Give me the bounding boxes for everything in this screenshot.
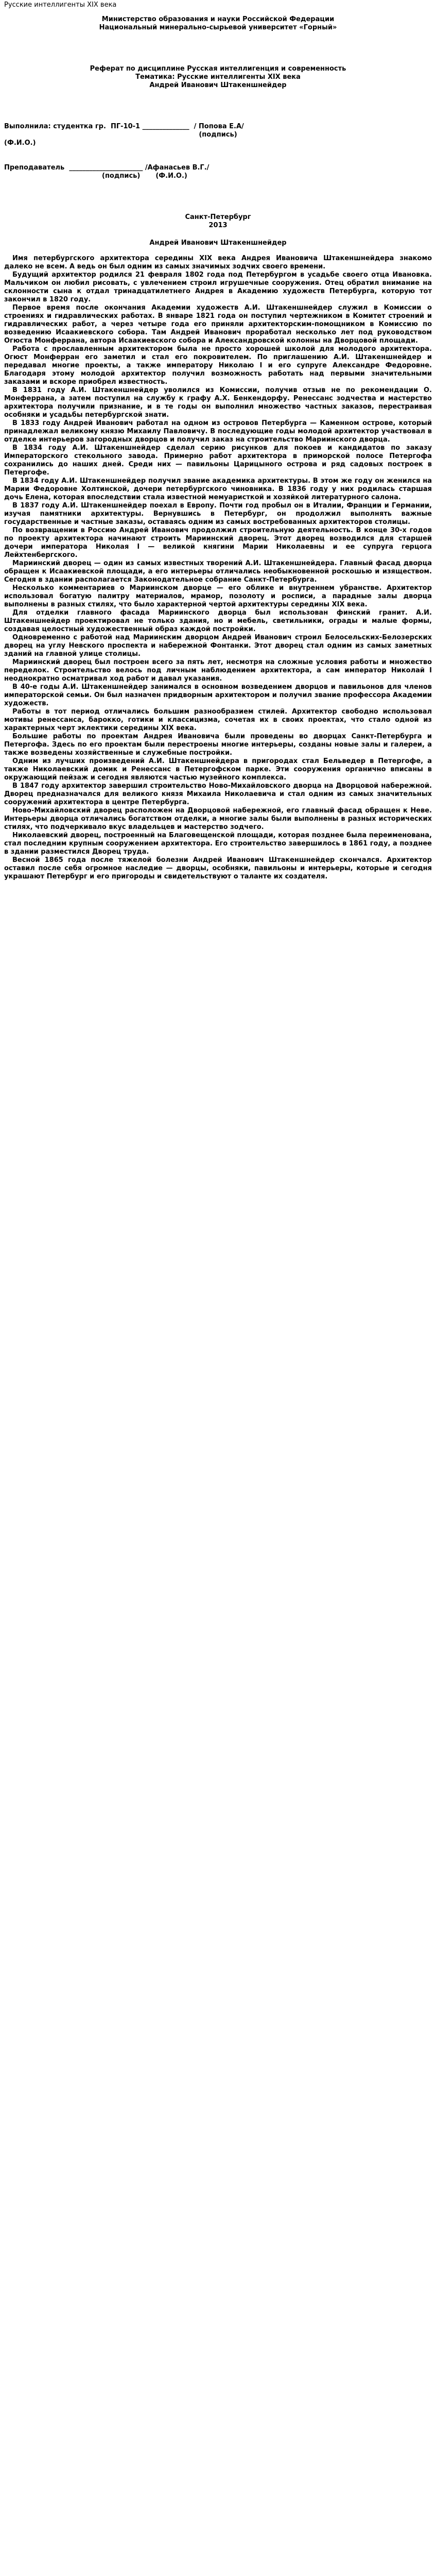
year: 2013 (208, 222, 228, 229)
body-paragraph: Мариинский дворец был построен всего за пять лет, несмотря на сложные условия работы и множество переделок. Строительство велось под личным наблюдением архитектора, а сам император Николай I неоднократно осматривал ход работ и давал указания. (4, 658, 432, 683)
teacher-sign-caption: (подпись) (102, 172, 141, 180)
essay-topic: Тематика: Русские интеллигенты XIX века (135, 73, 301, 81)
body-paragraph: Одновременно с работой над Мариинским дворцом Андрей Иванович строил Белосельских-Белозерских дворец на углу Невского проспекта и набережной Фонтанки. Этот дворец стал одним из самых заметных зданий на главной улице столицы. (4, 634, 432, 658)
body-paragraph: В 40-е годы А.И. Штакеншнейдер занимался в основном возведением дворцов и павильонов для членов императорской семьи. Он был назначен придворным архитектором и получил звание профессора Академии художеств. (4, 683, 432, 707)
body-paragraph: Николаевский дворец, построенный на Благовещенской площади, которая позднее была переименована, стал последним крупным сооружением архитектора. Его строительство завершилось в 1861 году, а позднее в здании разместился Дворец труда. (4, 832, 432, 856)
student-sign-caption: (подпись) (199, 131, 237, 139)
body-paragraph: Работы в тот период отличались большим разнообразием стилей. Архитектор свободно использовал мотивы ренессанса, барокко, готики и классицизма, сочетая их в своих проектах, что стало одной из характерных черт эклектики середины XIX века. (4, 708, 432, 732)
body-paragraph: Мариинский дворец — один из самых известных творений А.И. Штакеншнейдера. Главный фасад дворца обращен к Исаакиевской площади, а его интерьеры отличались необыкновенной роскошью и изяществом. Сегодня в здании располагается Законодательное собрание Санкт-Петербурга. (4, 560, 432, 584)
teacher-name-caption: (Ф.И.О.) (155, 172, 187, 180)
body-paragraph: Для отделки главного фасада Мариинского дворца был использован финский гранит. А.И. Штакеншнейдер проектировал не только здания, но и мебель, светильники, ограды и малые формы, создавая целостный художественный образ каждой постройки. (4, 609, 432, 633)
ministry-name: Министерство образования и науки Российской Федерации (101, 15, 335, 23)
body-paragraph: Большие работы по проектам Андрея Ивановича были проведены во дворцах Санкт-Петербурга и Петергофа. Здесь по его проектам были перестроены многие интерьеры, созданы новые залы и галереи, а также возведены хозяйственные и служебные постройки. (4, 733, 432, 757)
body-paragraph: В 1834 году А.И. Штакеншнейдер сделал серию рисунков для покоев и кандидатов по заказу Императорского стекольного завода. Примерно работ архитектора в приморской полосе Петергофа сохранились до наших дней. Среди них — павильоны Царицыного острова и ряд садовых построек в Петергофе. (4, 444, 432, 477)
body-paragraph: Ново-Михайловский дворец расположен на Дворцовой набережной, его главный фасад обращен к Неве. Интерьеры дворца отличались богатством отделки, а многие залы были выполнены в разных исторических стилях, что подчеркивало вкус владельцев и мастерство зодчего. (4, 807, 432, 831)
body-paragraph: Работа с прославленным архитектором была не просто хорошей школой для молодого архитектора. Огюст Монферран его заметил и стал его покровителем. По приглашению А.И. Штакеншнейдер и передавал многие проекты, а также императору Николаю I и его супруге Александре Федоровне. Благодаря этому молодой архитектор получил возможность работать над первыми значительными заказами и вскоре приобрел известность. (4, 345, 432, 386)
document-page (0, 0, 436, 881)
body-paragraph: По возвращении в Россию Андрей Иванович продолжил строительную деятельность. В конце 30-х годов по проекту архитектора начинают строить Мариинский дворец. Этот дворец возводился для старшей дочери императора Николая I — великой княгини Марии Николаевны и ее супруга герцога Лейхтенбергского. (4, 527, 432, 559)
city: Санкт-Петербург (185, 213, 251, 221)
essay-title: Андрей Иванович Штакеншнейдер (149, 81, 287, 89)
body-paragraph: В 1847 году архитектор завершил строительство Ново-Михайловского дворца на Дворцовой набережной. Дворец предназначался для великого князя Михаила Николаевича и стал одним из самых значительных сооружений архитектора в центре Петербурга. (4, 782, 432, 806)
essay-body (4, 255, 432, 881)
body-paragraph: Имя петербургского архитектора середины XIX века Андрея Ивановича Штакеншнейдера знакомо далеко не всем. А ведь он был одним из самых значимых зодчих своего времени. (4, 255, 432, 270)
body-paragraph: В 1831 году А.И. Штакеншнейдер уволился из Комиссии, получив отзыв не по рекомендации О. Монферрана, а затем поступил на службу к графу А.Х. Бенкендорфу. Ренессанс зодчества и мастерство архитектора получили признание, и в те годы он выполнил множество частных заказов, перестраивая особняки и усадьбы петербургской знати. (4, 386, 432, 419)
body-paragraph: Одним из лучших произведений А.И. Штакеншнейдера в пригородах стал Бельведер в Петергофе, а также Николаевский домик и Ренессанс в Петергофском парке. Эти сооружения органично вписаны в окружающий пейзаж и сегодня являются частью музейного комплекса. (4, 757, 432, 782)
body-heading: Андрей Иванович Штакеншнейдер (149, 239, 287, 247)
body-paragraph: Весной 1865 года после тяжелой болезни Андрей Иванович Штакеншнейдер скончался. Архитектор оставил после себя огромное наследие — дворцы, особняки, павильоны и интерьеры, которые и сегодня украшают Петербург и его пригороды и свидетельствуют о таланте их создателя. (4, 856, 432, 880)
document-header: Русские интеллигенты XIX века (4, 1, 117, 9)
title-block (4, 15, 432, 230)
body-paragraph: Первое время после окончания Академии художеств А.И. Штакеншнейдер служил в Комиссии о строениях и гидравлических работах. В январе 1821 года он поступил чертежником в Комитет строений и гидравлических работ, а через четыре года его приняли архитекторским-помощником в Комиссию по возведению Исаакиевского собора. Там Андрей Иванович проработал несколько лет под руководством Огюста Монферрана, автора Исаакиевского собора и Александровской колонны на Дворцовой площади. (4, 304, 432, 345)
student-line: Выполнила: студентка гр. ПГ-10-1 ______________ / Попова Е.А/ (4, 123, 244, 130)
body-paragraph: В 1833 году Андрей Иванович работал на одном из островов Петербурга — Каменном острове, который принадлежал великому князю Михаилу Павловичу. В последующие годы молодой архитектор участвовал в отделке интерьеров загородных дворцов и получил заказ на строительство Мариинского дворца. (4, 419, 432, 444)
body-paragraph: Несколько комментариев о Мариинском дворце — его облике и внутреннем убранстве. Архитектор использовал богатую палитру материалов, мрамор, позолоту и росписи, а парадные залы дворца выполнены в разных стилях, что было характерной чертой архитектуры середины XIX века. (4, 584, 432, 608)
essay-genre: Реферат по дисциплине Русская интеллигенция и современность (90, 65, 346, 73)
body-paragraph: В 1834 году А.И. Штакеншнейдер получил звание академика архитектуры. В этом же году он женился на Марии Федоровне Холтинской, дочери петербургского чиновника. В 1836 году у них родилась старшая дочь Елена, которая впоследствии стала известной мемуаристкой и хозяйкой литературного салона. (4, 477, 432, 501)
student-name-caption: (Ф.И.О.) (4, 139, 36, 147)
body-paragraph: Будущий архитектор родился 21 февраля 1802 года под Петербургом в усадьбе своего отца Ивановка. Мальчиком он любил рисовать, с увлечением строил игрушечные сооружения. Отец обратил внимание на склонности сына к отдал тринадцатилетнего Андрея в Академию художеств Петербурга, которую тот закончил в 1820 году. (4, 271, 432, 303)
teacher-captions (4, 172, 432, 180)
university-name: Национальный минерально-сырьевой университет «Горный» (99, 24, 337, 31)
body-paragraph: В 1837 году А.И. Штакеншнейдер поехал в Европу. Почти год пробыл он в Италии, Франции и Германии, изучая памятники архитектуры. Вернувшись в Петербург, он продолжил выполнять важные государственные и частные заказы, оставаясь одним из самых востребованных архитекторов столицы. (4, 502, 432, 526)
teacher-line: Преподаватель ______________________ /Афанасьев В.Г./ (4, 164, 210, 172)
